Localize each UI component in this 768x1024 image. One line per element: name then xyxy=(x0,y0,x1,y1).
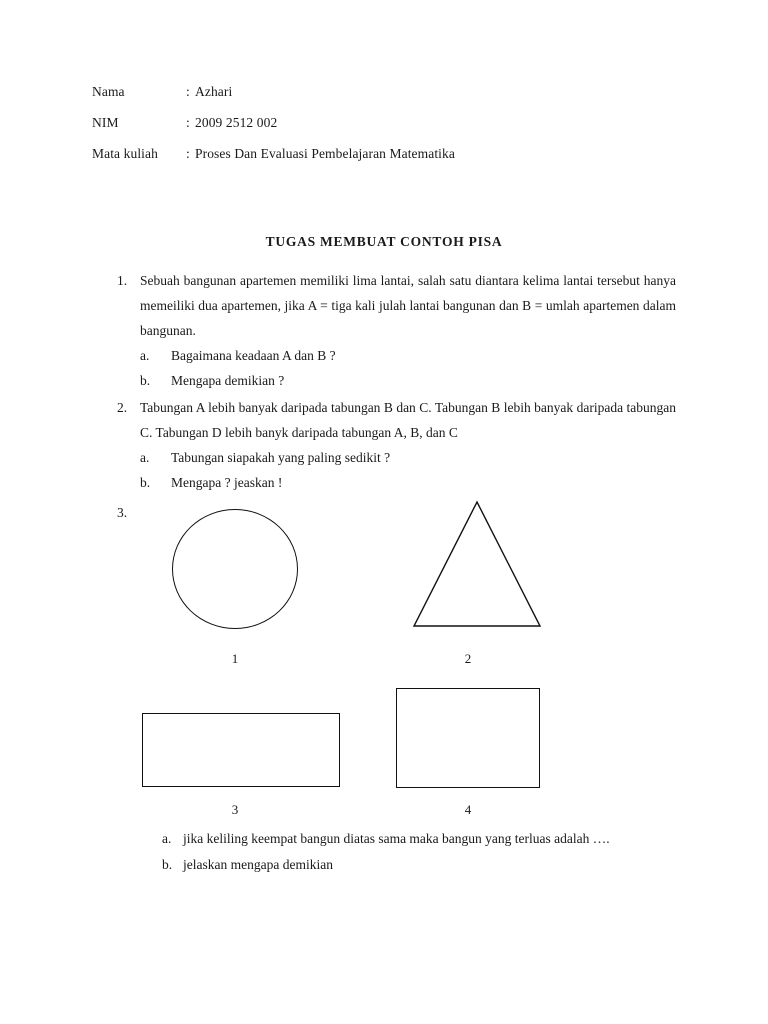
header-label-nama: Nama xyxy=(92,84,125,99)
question-1-subitem-a-letter: a. xyxy=(140,348,150,363)
question-3-sublist xyxy=(162,826,682,878)
question-text-2: Tabungan A lebih banyak daripada tabungan B dan C. Tabungan B lebih banyak daripada tabungan C. Tabungan D lebih banyk daripada tabungan A, B, dan C xyxy=(140,400,676,440)
question-1-sublist xyxy=(140,343,676,393)
question-item-1 xyxy=(110,268,676,393)
question-2-subitem-b-text: Mengapa ? jeaskan ! xyxy=(171,475,283,490)
question-2-sublist xyxy=(140,445,676,495)
figure-label-1: 1 xyxy=(231,651,239,666)
question-number-3: 3. xyxy=(117,505,128,520)
student-info-header xyxy=(92,84,692,177)
triangle-shape xyxy=(410,498,544,630)
question-3-subitem-a-text: jika keliling keempat bangun diatas sama maka bangun yang terluas adalah …. xyxy=(183,831,610,846)
question-number-1: 1. xyxy=(117,273,128,288)
figure-label-3: 3 xyxy=(231,802,239,817)
question-2-subitem-b xyxy=(140,470,676,495)
question-number-2: 2. xyxy=(117,400,128,415)
question-2-subitem-b-letter: b. xyxy=(140,475,151,490)
question-2-subitem-a xyxy=(140,445,676,470)
question-1-subitem-b xyxy=(140,368,676,393)
question-1-subitem-a xyxy=(140,343,676,368)
question-1-subitem-b-letter: b. xyxy=(140,373,151,388)
rectangle-shape xyxy=(396,688,540,788)
question-2-subitem-a-letter: a. xyxy=(140,450,150,465)
header-value-mata-kuliah: Proses Dan Evaluasi Pembelajaran Matematika xyxy=(195,146,455,161)
header-separator-mata-kuliah: : xyxy=(186,146,190,161)
question-3-subitem-b xyxy=(162,852,682,878)
header-separator-nama: : xyxy=(186,84,190,99)
question-text-1: Sebuah bangunan apartemen memiliki lima lantai, salah satu diantara kelima lantai tersebut hanya memeiliki dua apartemen, jika A = tiga kali julah lantai bangunan dan B = umlah apartemen dalam bangunan. xyxy=(140,273,676,338)
wide-rectangle-shape xyxy=(142,713,340,787)
question-2-subitem-a-text: Tabungan siapakah yang paling sedikit ? xyxy=(171,450,391,465)
question-3-subitem-b-text: jelaskan mengapa demikian xyxy=(183,857,333,872)
question-1-subitem-a-text: Bagaimana keadaan A dan B ? xyxy=(171,348,336,363)
question-3-subitem-b-letter: b. xyxy=(162,857,173,872)
question-1-subitem-b-text: Mengapa demikian ? xyxy=(171,373,285,388)
circle-shape xyxy=(172,509,298,629)
document-title: TUGAS MEMBUAT CONTOH PISA xyxy=(265,234,503,249)
header-row-nim xyxy=(92,115,692,131)
question-3-subitem-a xyxy=(162,826,682,852)
question-list xyxy=(110,268,676,497)
question-item-2 xyxy=(110,395,676,495)
question-3-subitem-a-letter: a. xyxy=(162,831,172,846)
header-value-nim: 2009 2512 002 xyxy=(195,115,278,130)
figure-label-4: 4 xyxy=(464,802,472,817)
header-separator-nim: : xyxy=(186,115,190,130)
header-label-nim: NIM xyxy=(92,115,119,130)
figure-label-2: 2 xyxy=(464,651,472,666)
header-label-mata-kuliah: Mata kuliah xyxy=(92,146,158,161)
header-value-nama: Azhari xyxy=(195,84,233,99)
header-row-nama xyxy=(92,84,692,100)
header-row-mata-kuliah xyxy=(92,146,692,162)
